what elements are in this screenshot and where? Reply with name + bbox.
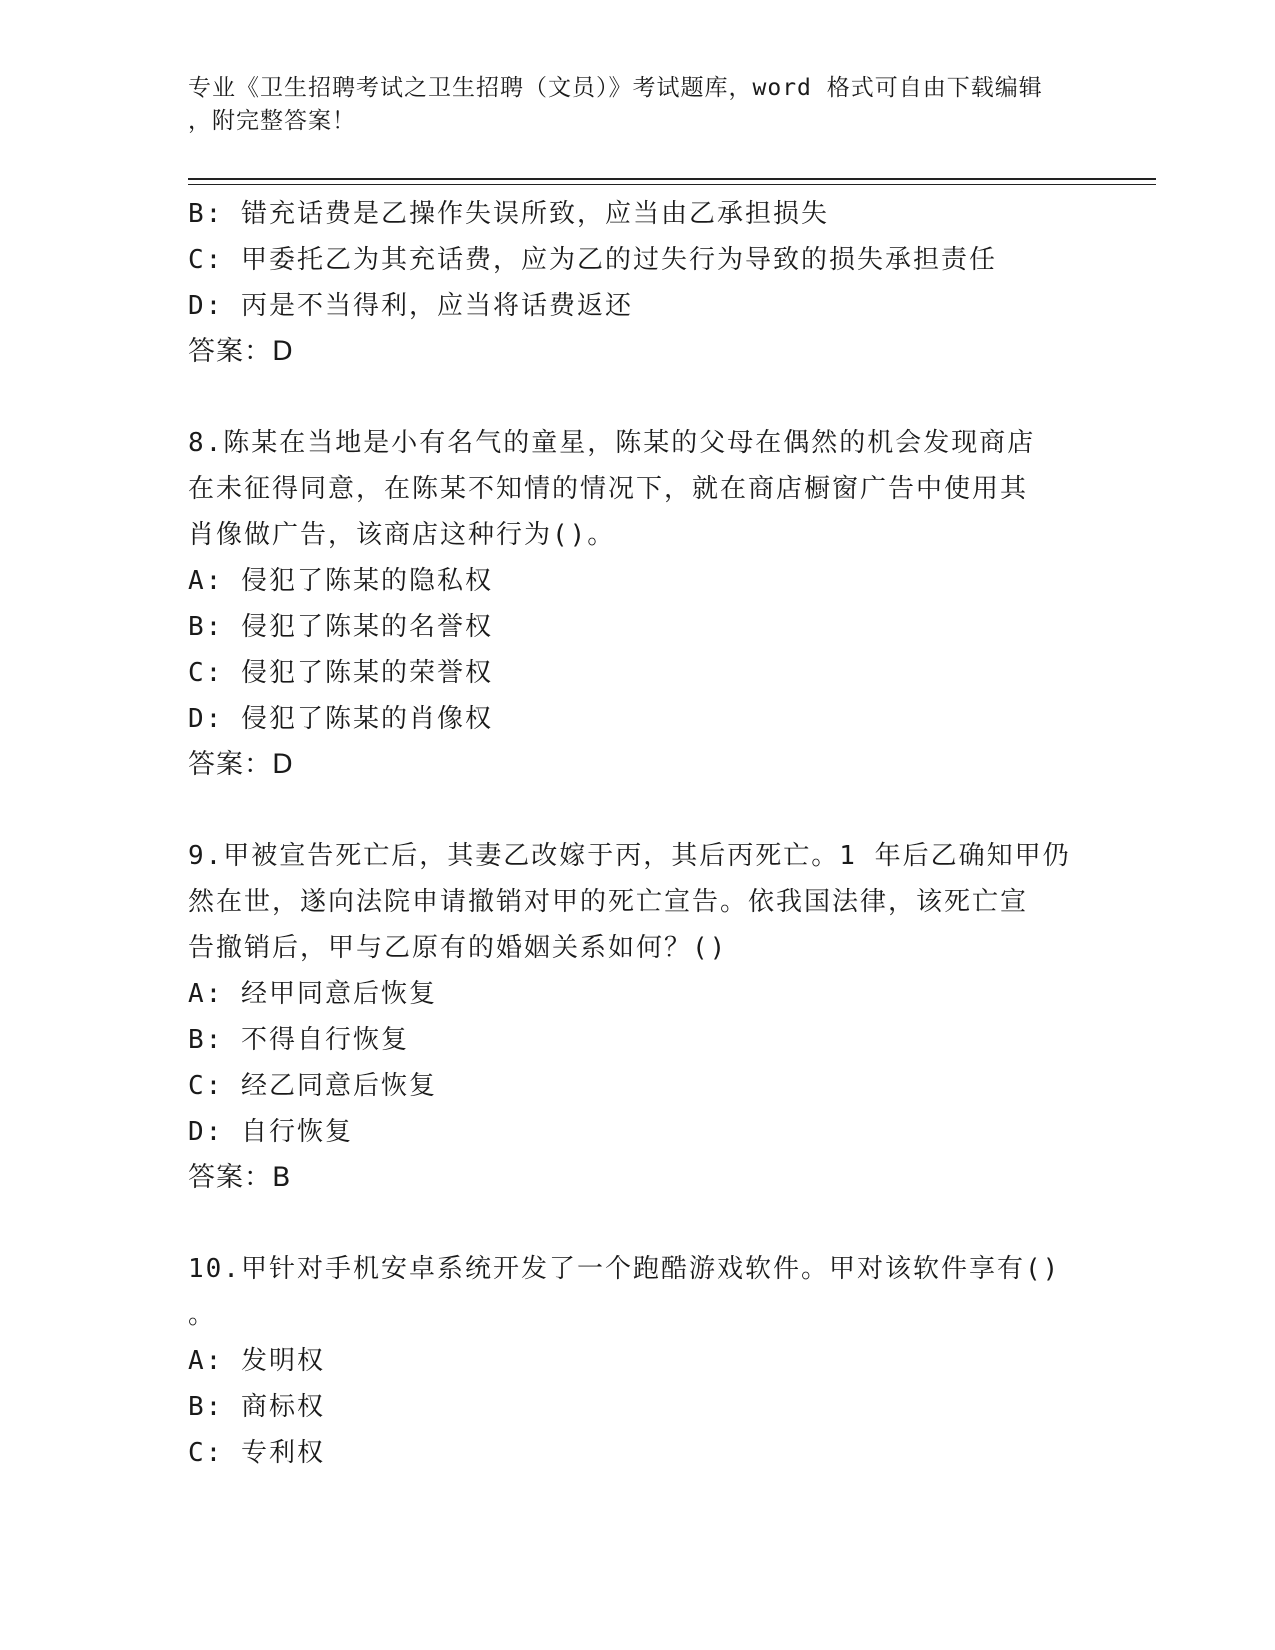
document-header [188,72,1088,138]
header-divider-thick [188,178,1156,180]
option-b: B: 商标权 [188,1392,325,1422]
question-text-line: 。 [188,1300,217,1330]
option-c: C: 侵犯了陈某的荣誉权 [188,658,493,688]
question-9 [188,833,1088,1201]
option-d: D: 侵犯了陈某的肖像权 [188,704,493,734]
question-list [188,191,1088,1476]
question-text-line: 然在世，遂向法院申请撤销对甲的死亡宣告。依我国法律，该死亡宣 [188,887,1029,917]
option-b: B: 不得自行恢复 [188,1025,409,1055]
header-line-1: 专业《卫生招聘考试之卫生招聘（文员）》考试题库，word 格式可自由下载编辑 [188,75,1043,101]
question-text-line: 肖像做广告，该商店这种行为()。 [188,520,616,550]
option-d: D: 丙是不当得利，应当将话费返还 [188,291,633,321]
option-c: C: 专利权 [188,1438,325,1468]
question-text-line: 在未征得同意，在陈某不知情的情况下，就在商店橱窗广告中使用其 [188,474,1029,504]
answer: 答案：B [188,1162,292,1193]
option-a: A: 经甲同意后恢复 [188,979,437,1009]
question-10 [188,1246,1088,1476]
option-a: A: 发明权 [188,1346,325,1376]
option-c: C: 甲委托乙为其充话费，应为乙的过失行为导致的损失承担责任 [188,245,997,275]
option-d: D: 自行恢复 [188,1117,353,1147]
option-b: B: 错充话费是乙操作失误所致，应当由乙承担损失 [188,199,829,229]
question-text-line: 10.甲针对手机安卓系统开发了一个跑酷游戏软件。甲对该软件享有() [188,1254,1061,1284]
question-text-line: 告撤销后，甲与乙原有的婚姻关系如何？() [188,933,728,963]
answer: 答案：D [188,749,294,780]
option-a: A: 侵犯了陈某的隐私权 [188,566,493,596]
answer: 答案：D [188,336,294,367]
question-text-line: 9.甲被宣告死亡后，其妻乙改嫁于丙，其后丙死亡。1 年后乙确知甲仍 [188,841,1071,871]
question-8 [188,420,1088,788]
option-b: B: 侵犯了陈某的名誉权 [188,612,493,642]
question-text-line: 8.陈某在当地是小有名气的童星，陈某的父母在偶然的机会发现商店 [188,428,1036,458]
header-divider-thin [188,184,1156,185]
question-7 [188,191,1088,375]
option-c: C: 经乙同意后恢复 [188,1071,437,1101]
header-line-2: ，附完整答案！ [188,108,356,134]
